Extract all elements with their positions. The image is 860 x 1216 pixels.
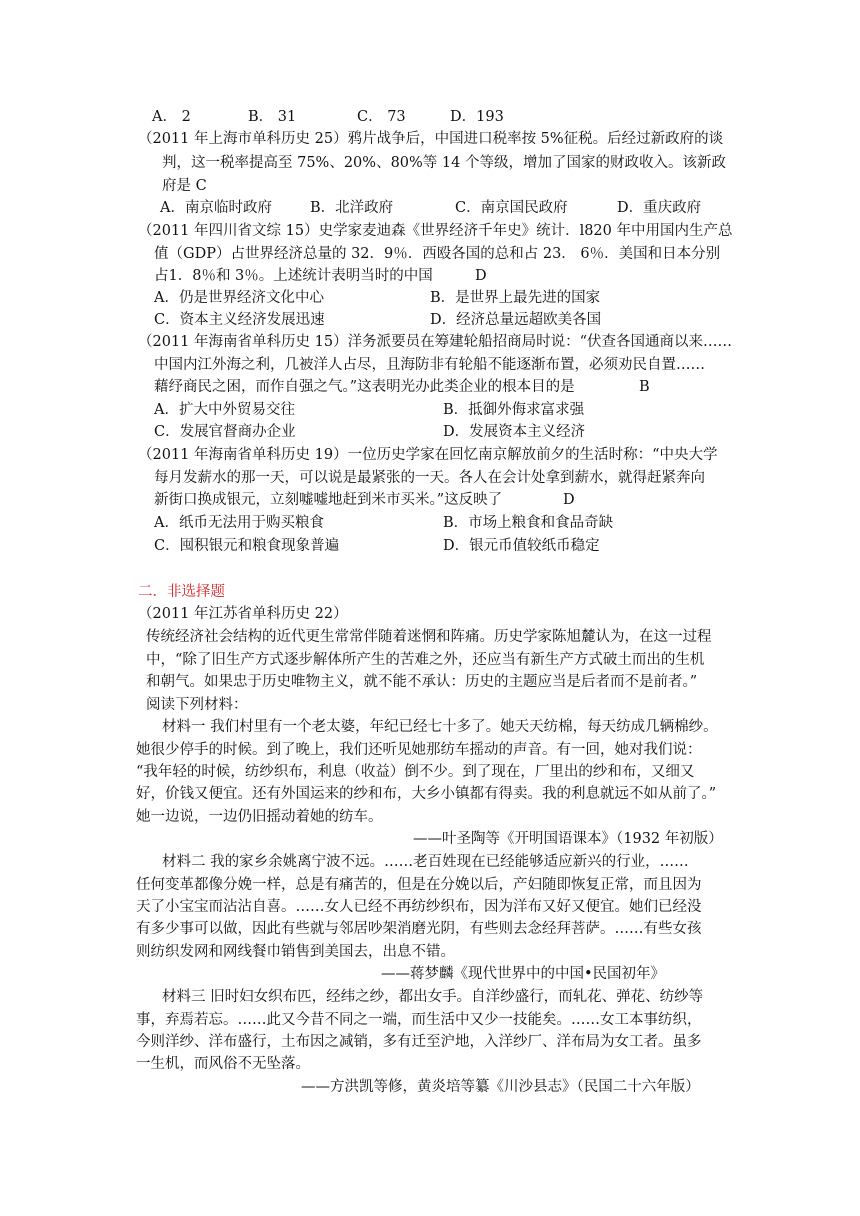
intro-line-3: 和朝气。如果忠于历史唯物主义，就不能不承认：历史的主题应当是后者而不是前者。” bbox=[146, 674, 698, 690]
q1-option-b: B．北洋政府 bbox=[310, 200, 394, 216]
material-2-line-2: 任何变革都像分娩一样，总是有痛苦的，但是在分娩以后，产妇随即恢复正常，而且因为 bbox=[136, 877, 702, 893]
q4-line-2: 每月发薪水的那一天，可以说是最紧张的一天。各人在会计处拿到薪水，就得赶紧奔向 bbox=[154, 470, 705, 486]
intro-line-2: 中，“除了旧生产方式逐步解体所产生的苦难之外，还应当有新生产方式破土而出的生机 bbox=[146, 652, 705, 668]
q0-option-b: B． 31 bbox=[248, 109, 297, 125]
q3-line-1: （2011 年海南省单科历史 15）洋务派要员在筹建轮船招商局时说：“伏查各国通商以来…… bbox=[138, 334, 732, 350]
q1-line-2: 判，这一税率提高至 75%、20%、80%等 14 个等级，增加了国家的财政收入。该新政 bbox=[162, 155, 726, 171]
q2-line-1: （2011 年四川省文综 15）史学家麦迪森《世界经济千年史》统计．l820 年中用国内生产总 bbox=[138, 223, 733, 239]
q4-option-c: C．囤积银元和粮食现象普遍 bbox=[154, 538, 340, 554]
q2-option-b: B．是世界上最先进的国家 bbox=[430, 290, 601, 306]
q3-option-a: A．扩大中外贸易交往 bbox=[154, 402, 295, 418]
material-2-line-4: 有多少事可以做，因此有些就与邻居吵架消磨光阴，有些则去念经拜菩萨。……有些女孩 bbox=[136, 921, 702, 937]
material-3-line-1: 材料三 旧时妇女织布匹，经纬之纱，都出女手。自洋纱盛行，而轧花、弹花、纺纱等 bbox=[162, 989, 704, 1005]
section-heading: 二．非选择题 bbox=[138, 584, 225, 600]
q2-answer: D bbox=[475, 268, 487, 284]
intro-line-4: 阅读下列材料： bbox=[146, 697, 248, 713]
section-source: （2011 年江苏省单科历史 22） bbox=[138, 606, 348, 622]
q0-option-d: D．193 bbox=[450, 109, 504, 125]
material-2-line-3: 天了小宝宝而沾沾自喜。……女人已经不再纺纱织布，因为洋布又好又便宜。她们已经没 bbox=[136, 899, 702, 915]
q3-option-d: D．发展资本主义经济 bbox=[443, 424, 586, 440]
q1-line-3: 府是 C bbox=[162, 178, 207, 194]
q1-option-a: A．南京临时政府 bbox=[160, 200, 272, 216]
material-1-line-5: 她一边说，一边仍旧摇动着她的纺车。 bbox=[136, 809, 383, 825]
material-1-line-3: “我年轻的时候，纺纱织布，利息（收益）倒不少。到了现在，厂里出的纱和布，又细又 bbox=[136, 764, 695, 780]
q3-answer: B bbox=[639, 379, 650, 395]
q0-option-a: A． 2 bbox=[152, 109, 191, 125]
q4-option-b: B．市场上粮食和食品奇缺 bbox=[443, 515, 614, 531]
q3-option-c: C．发展官督商办企业 bbox=[154, 424, 296, 440]
q2-option-c: C．资本主义经济发展迅速 bbox=[154, 312, 325, 328]
q2-line-3: 占1．8％和 3％。上述统计表明当时的中国 bbox=[154, 268, 433, 284]
q4-option-d: D．银元币值较纸币稳定 bbox=[443, 538, 600, 554]
q3-option-b: B．抵御外侮求富求强 bbox=[443, 402, 585, 418]
intro-line-1: 传统经济社会结构的近代更生常常伴随着迷惘和阵痛。历史学家陈旭麓认为，在这一过程 bbox=[146, 629, 712, 645]
q4-option-a: A．纸币无法用于购买粮食 bbox=[154, 515, 324, 531]
material-1-line-4: 好，价钱又便宜。还有外国运来的纱和布，大乡小镇都有得卖。我的利息就远不如从前了。” bbox=[136, 786, 717, 802]
q4-line-3: 新街口换成银元，立刻嘘嘘地赶到米市买米。”这反映了 bbox=[154, 492, 503, 508]
material-1-line-2: 她很少停手的时候。到了晚上，我们还听见她那纺车摇动的声音。有一回，她对我们说： bbox=[136, 742, 702, 758]
material-1-line-1: 材料一 我们村里有一个老太婆，年纪已经七十多了。她天天纺棉，每天纺成几辆棉纱。 bbox=[162, 719, 718, 735]
q0-option-c: C． 73 bbox=[357, 109, 406, 125]
q2-option-a: A．仍是世界经济文化中心 bbox=[154, 290, 324, 306]
material-2-line-5: 则纺织发网和网线餐巾销售到美国去，出息不错。 bbox=[136, 944, 455, 960]
q4-line-1: （2011 年海南省单科历史 19）一位历史学家在回忆南京解放前夕的生活时称：“中央大学 bbox=[138, 447, 718, 463]
q2-option-d: D．经济总量远超欧美各国 bbox=[430, 312, 602, 328]
q1-line-1: （2011 年上海市单科历史 25）鸦片战争后，中国进口税率按 5%征税。后经过新政府的谈 bbox=[138, 131, 724, 147]
q4-answer: D bbox=[563, 492, 575, 508]
q1-option-d: D．重庆政府 bbox=[617, 200, 702, 216]
material-3-line-4: 一生机，而风俗不无坠落。 bbox=[136, 1056, 310, 1072]
material-2-citation: ——蒋梦麟《现代世界中的中国•民国初年》 bbox=[381, 966, 666, 982]
material-3-line-3: 今则洋纱、洋布盛行，土布因之减销，多有迁至沪地，入洋纱厂、洋布局为女工者。虽多 bbox=[136, 1034, 702, 1050]
material-3-citation: ——方洪凯等修，黄炎培等纂《川沙县志》（民国二十六年版） bbox=[301, 1079, 700, 1095]
q1-option-c: C．南京国民政府 bbox=[455, 200, 568, 216]
q3-line-3: 藉纾商民之困，而作自强之气。”这表明光办此类企业的根本目的是 bbox=[154, 379, 575, 395]
q3-line-2: 中国内江外海之利，几被洋人占尽，且海防非有轮船不能逐渐布置，必须劝民自置…… bbox=[154, 357, 705, 373]
q2-line-2: 值（GDP）占世界经济总量的 32．9％．西殴各国的总和占 23． 6％．美国和日本分别 bbox=[154, 246, 721, 262]
material-1-citation: ——叶圣陶等《开明国语课本》（1932 年初版） bbox=[413, 831, 723, 847]
material-3-line-2: 事，弃焉若忘。……此又今昔不同之一端，而生活中又少一技能矣。……女工本事纺织， bbox=[136, 1012, 702, 1028]
material-2-line-1: 材料二 我的家乡余姚离宁波不远。……老百姓现在已经能够适应新兴的行业，…… bbox=[162, 854, 689, 870]
